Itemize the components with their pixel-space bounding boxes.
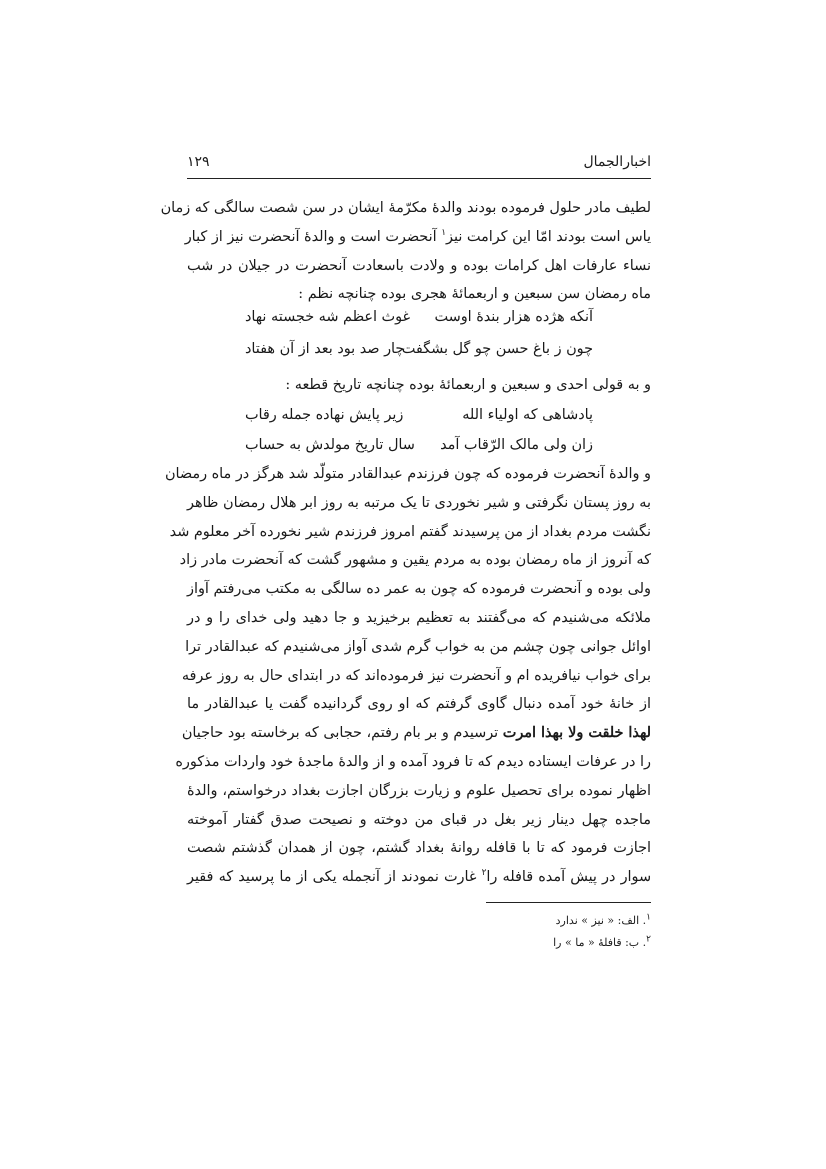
text-line: اجازت فرمود که تا با قافله روانهٔ بغداد گشتم، چون از همدان گذشتم شصت [187, 840, 651, 857]
text-fragment: آنحضرت است و والدهٔ آنحضرت نیز از کبار [184, 228, 437, 245]
book-title: اخبارالجمال [583, 154, 651, 170]
text-line: لطیف مادر حلول فرموده بودند والدهٔ مکرّمهٔ ایشان در سن شصت سالگی که زمان [160, 200, 651, 216]
hemistich-second: سال تاریخ مولدش به حساب [245, 437, 415, 453]
text-line: اظهار نموده برای تحصیل علوم و زیارت بزرگان اجازت بغداد درخواستم، والدهٔ [187, 782, 651, 799]
footnotes [553, 910, 651, 954]
verse [245, 400, 593, 430]
text-line: برای خواب نیافریده ام و آنحضرت نیز فرموده‌اند که در ابتدای حال به روز عرفه [181, 667, 651, 684]
text-fragment: غارت نمودند از آنجمله یکی از ما پرسید که فقیر [187, 869, 477, 886]
footnote-text: . الف: « نیز » ندارد [555, 914, 647, 927]
text-line: ماجده چهل دینار زیر بغل در قبای من دوخته و نصیحت صدق گفتار آموخته [187, 811, 651, 828]
footnote [553, 910, 651, 932]
footnote-mark: ۲ [481, 868, 487, 879]
text-line: نگشت مردم بغداد از من پرسیدند گفتم امروز فرزندم شیر نخورده آخر معلوم شد [169, 523, 651, 540]
footnote [553, 932, 651, 954]
text-fragment: ترسیدم و بر بام رفتم، حجابی که برخاسته بود حاجیان [181, 725, 499, 742]
running-header [187, 150, 651, 176]
footnote-number: ۱ [646, 912, 651, 923]
poem-2-intro: و به قولی احدی و سبعین و اربعمائهٔ بوده چنانچه تاریخ قطعه : [285, 377, 651, 393]
text-line [187, 863, 651, 892]
hemistich-first: پادشاهی که اولیاء الله [462, 407, 593, 423]
text-line: و والدهٔ آنحضرت فرموده که چون فرزندم عبدالقادر متولّد شد هرگز در ماه رمضان [164, 466, 651, 482]
text-line: ولی بوده و آنحضرت فرموده که چون به عمر ده سالگی به مکتب می‌رفتم آواز [187, 581, 651, 598]
text-line: ملائکه می‌شنیدم که می‌گفتند به تعظیم برخیزید و جا دهید ولی خدای را و در [187, 609, 651, 626]
header-rule [187, 178, 651, 179]
text-line: از خانهٔ خود آمده دنبال گاوی گرفتم که او روی گردانیده گفت یا عبدالقادر ما [187, 696, 651, 713]
text-line: اوائل جوانی چون چشم من به خواب گرم شدی آواز می‌شنیدم که عبدالقادر ترا [185, 638, 651, 655]
hemistich-first: زان ولی مالک الرّقاب آمد [440, 437, 593, 453]
text-line: ماه رمضان سن سبعین و اربعمائهٔ هجری بوده چنانچه نظم : [298, 286, 651, 303]
text-line: را در عرفات ایستاده دیدم که تا فرود آمده و از والدهٔ ماجدهٔ خود واردات مذکوره [175, 753, 651, 770]
hemistich-first: آنکه هژده هزار بندهٔ اوست [434, 309, 593, 325]
footnote-text: . ب: قافلهٔ « ما » را [553, 936, 647, 949]
paragraph-2 [164, 460, 652, 892]
hemistich-second: زیر پایش نهاده جمله رقاب [245, 407, 404, 423]
arabic-quote: لهذا خلقت ولا بهذا امرت [502, 724, 651, 742]
footnote-mark: ۱ [441, 228, 447, 238]
text-line: که آنروز از ماه رمضان بوده به مردم یقین و مشهور گشت که آنحضرت مادر زاد [179, 552, 651, 569]
poem-2 [245, 400, 593, 460]
text-line: نساء عارفات اهل کرامات بوده و ولادت باسعادت آنحضرت در جیلان در شب [187, 257, 651, 274]
poem-1 [245, 302, 593, 364]
text-line [181, 719, 651, 748]
verse [245, 302, 593, 332]
hemistich-first: چون ز باغ حسن چو گل بشگفت [401, 341, 593, 357]
text-line [184, 223, 651, 252]
footnote-number: ۲ [646, 934, 651, 945]
verse [245, 430, 593, 460]
hemistich-second: غوث اعظم شه خجسته نهاد [245, 309, 411, 325]
footnote-rule [486, 902, 651, 903]
page-number: ۱۲۹ [187, 154, 210, 170]
text-fragment: سوار در پیش آمده قافله را [486, 869, 652, 886]
text-line: به روز پستان نگرفتی و شیر نخوردی تا یک مرتبه به روز ابر هلال رمضان ظاهر [187, 494, 651, 511]
paragraph-1 [160, 194, 651, 309]
verse [245, 334, 593, 364]
hemistich-second: چار صد بود بعد از آن هفتاد [245, 341, 405, 357]
text-fragment: یاس است بودند امّا این کرامت نیز [446, 228, 651, 245]
